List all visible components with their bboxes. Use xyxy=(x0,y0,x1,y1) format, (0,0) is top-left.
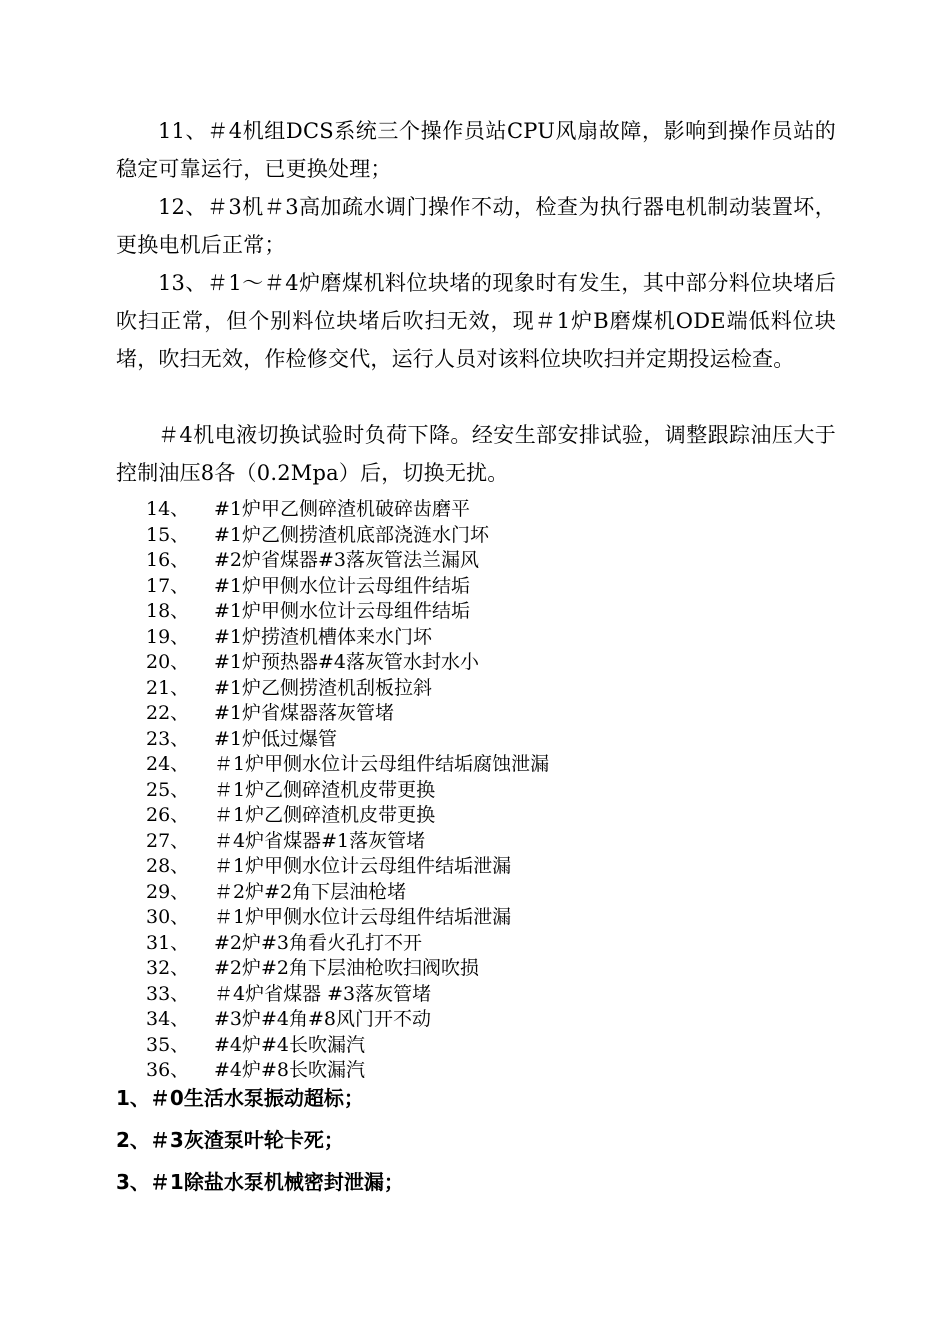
list-item-text: ＃1炉乙侧碎渣机皮带更换 xyxy=(214,778,436,801)
paragraph-12: 12、＃3机＃3高加疏水调门操作不动，检查为执行器电机制动装置坏，更换电机后正常； xyxy=(116,195,836,257)
paragraph-ehc-switch-test: ＃4机电液切换试验时负荷下降。经安生部安排试验，调整跟踪油压大于控制油压8各（0.2Mpa）后，切换无扰。 xyxy=(116,423,836,485)
list-item xyxy=(146,727,549,753)
list-item xyxy=(146,752,549,778)
list-item xyxy=(146,574,549,600)
list-item-number: 34、 xyxy=(146,1008,190,1030)
list-item xyxy=(146,625,549,651)
list-item-number: 16、 xyxy=(146,549,190,571)
list-item-text: #1炉甲乙侧碎渣机破碎齿磨平 xyxy=(214,498,471,520)
list-item-number: 28、 xyxy=(146,855,190,877)
list-item xyxy=(146,701,549,727)
list-item-text: #1炉省煤器落灰管堵 xyxy=(214,702,395,724)
list-item-text: ＃2炉#2角下层油枪堵 xyxy=(214,880,407,903)
list-item-number: 23、 xyxy=(146,727,190,750)
list-item-text: ＃1炉甲侧水位计云母组件结垢泄漏 xyxy=(214,855,512,877)
list-item-text: #1炉预热器#4落灰管水封水小 xyxy=(214,651,480,673)
list-item-number: 36、 xyxy=(146,1059,190,1081)
bold-list-item: 1、＃0生活水泵振动超标； xyxy=(116,1086,364,1110)
list-item xyxy=(146,854,549,880)
list-item-text: ＃4炉省煤器 #3落灰管堵 xyxy=(214,982,432,1005)
list-item xyxy=(146,778,549,804)
list-item-text: #1炉捞渣机槽体来水门坏 xyxy=(214,625,433,648)
list-item-number: 32、 xyxy=(146,957,190,979)
list-item-number: 27、 xyxy=(146,829,190,852)
list-item xyxy=(146,931,549,957)
list-item-text: #2炉#3角看火孔打不开 xyxy=(214,931,423,954)
list-item-number: 30、 xyxy=(146,906,190,928)
list-item-text: #2炉#2角下层油枪吹扫阀吹损 xyxy=(214,957,480,979)
list-item-number: 20、 xyxy=(146,651,190,673)
list-item-number: 15、 xyxy=(146,523,190,546)
list-item-text: #2炉省煤器#3落灰管法兰漏风 xyxy=(214,549,480,571)
list-item xyxy=(146,599,549,625)
list-item-text: #3炉#4角#8风门开不动 xyxy=(214,1008,432,1030)
list-item-number: 22、 xyxy=(146,702,190,724)
list-item-number: 24、 xyxy=(146,753,190,775)
list-item-text: #1炉甲侧水位计云母组件结垢 xyxy=(214,600,471,622)
list-item xyxy=(146,803,549,829)
bold-list-item: 3、＃1除盐水泵机械密封泄漏； xyxy=(116,1170,404,1194)
paragraph-13: 13、＃1～＃4炉磨煤机料位块堵的现象时有发生，其中部分料位块堵后吹扫正常，但个别料位块堵后吹扫无效，现＃1炉B磨煤机ODE端低料位块堵，吹扫无效，作检修交代，运行人员对该料位块吹扫并定期投运检查。 xyxy=(116,271,836,371)
list-item xyxy=(146,497,549,523)
list-item xyxy=(146,956,549,982)
list-item-number: 21、 xyxy=(146,676,190,699)
list-item xyxy=(146,982,549,1008)
list-item-text: #1炉乙侧捞渣机底部浇涟水门坏 xyxy=(214,523,490,546)
list-item xyxy=(146,548,549,574)
list-item-text: ＃1炉乙侧碎渣机皮带更换 xyxy=(214,804,436,826)
list-item-number: 26、 xyxy=(146,804,190,826)
list-item xyxy=(146,829,549,855)
list-item-text: #1炉甲侧水位计云母组件结垢 xyxy=(214,574,471,597)
list-item-number: 17、 xyxy=(146,574,190,597)
list-item xyxy=(146,1033,549,1059)
list-item-text: #1炉乙侧捞渣机刮板拉斜 xyxy=(214,676,433,699)
list-item-number: 18、 xyxy=(146,600,190,622)
list-item-number: 19、 xyxy=(146,625,190,648)
list-item xyxy=(146,650,549,676)
list-item-number: 35、 xyxy=(146,1033,190,1056)
list-item-text: #1炉低过爆管 xyxy=(214,727,338,750)
list-item-number: 25、 xyxy=(146,778,190,801)
list-item-text: #4炉#8长吹漏汽 xyxy=(214,1059,366,1081)
pump-defect-list xyxy=(116,1080,404,1206)
list-item-number: 29、 xyxy=(146,880,190,903)
paragraph-11: 11、＃4机组DCS系统三个操作员站CPU风扇故障，影响到操作员站的稳定可靠运行，已更换处理； xyxy=(116,119,836,181)
list-item-number: 31、 xyxy=(146,931,190,954)
list-item-number: 33、 xyxy=(146,982,190,1005)
list-item-number: 14、 xyxy=(146,498,190,520)
list-item-text: #4炉#4长吹漏汽 xyxy=(214,1033,366,1056)
list-item-text: ＃1炉甲侧水位计云母组件结垢腐蚀泄漏 xyxy=(214,753,550,775)
list-item-text: ＃4炉省煤器#1落灰管堵 xyxy=(214,829,426,852)
list-item xyxy=(146,676,549,702)
bold-list-item: 2、＃3灰渣泵叶轮卡死； xyxy=(116,1128,344,1152)
list-item xyxy=(146,880,549,906)
list-item xyxy=(146,905,549,931)
list-item xyxy=(146,1007,549,1033)
defect-list xyxy=(146,497,549,1084)
list-item-text: ＃1炉甲侧水位计云母组件结垢泄漏 xyxy=(214,906,512,928)
list-item xyxy=(146,523,549,549)
